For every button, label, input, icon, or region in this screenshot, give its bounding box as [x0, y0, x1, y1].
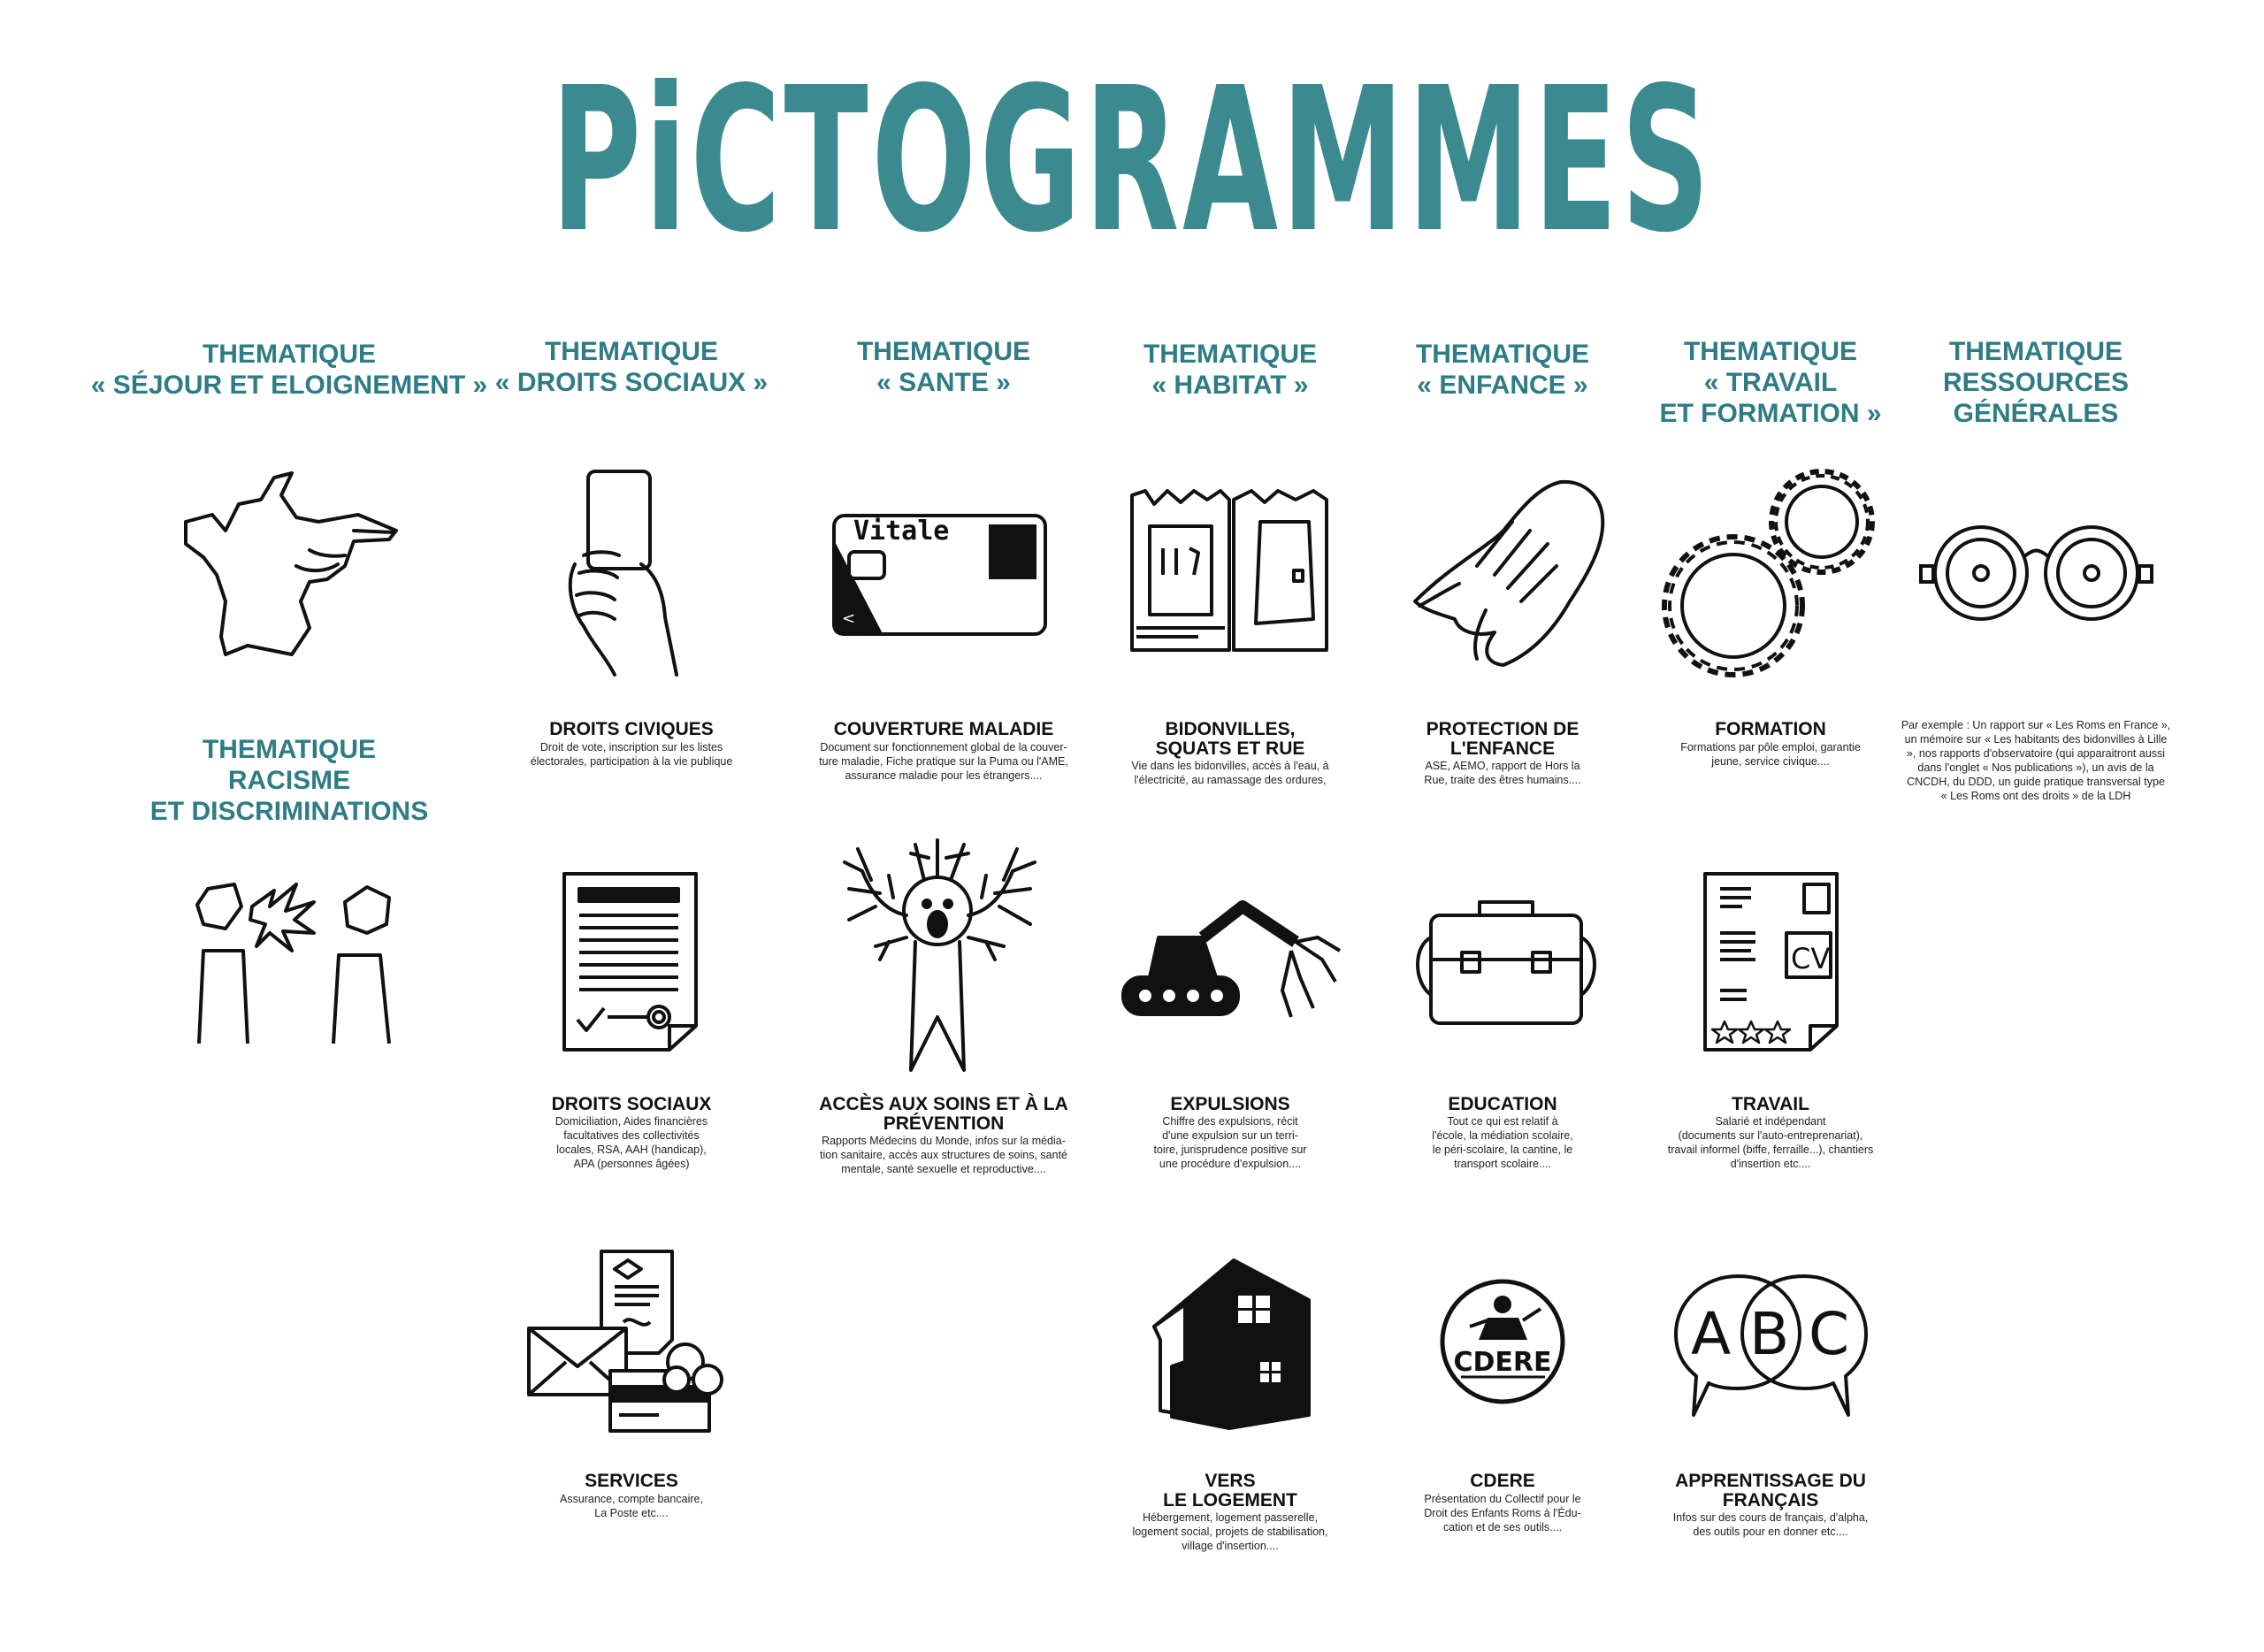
label-education: [1448, 1095, 1556, 1114]
desc-bidonvilles-line: l'électricité, au ramassage des ordures,: [1134, 774, 1327, 786]
theme-droits-sociaux[interactable]: [495, 336, 768, 398]
desc-cdere-line: Droit des Enfants Roms à l'Édu-: [1424, 1507, 1581, 1519]
desc-expulsions: [1154, 1114, 1307, 1171]
label-protection-line: L'ENFANCE: [1449, 738, 1556, 759]
vitale-card-icon[interactable]: [831, 513, 1048, 637]
label-logement: [1163, 1472, 1297, 1511]
page-title: PiCTOGRAMMES: [550, 45, 1714, 277]
gears-icon[interactable]: [1663, 469, 1879, 681]
letter-a: A: [1691, 1300, 1732, 1368]
desc-formation-line: Formations par pôle emploi, garantie: [1680, 741, 1861, 753]
desc-ressources-line: dans l'onglet « Nos publications »), un avis de la: [1917, 761, 2154, 774]
theme-travail-line: « TRAVAIL: [1703, 368, 1838, 397]
services-icon[interactable]: [526, 1247, 725, 1433]
desc-expulsions-line: Chiffre des expulsions, récit: [1162, 1115, 1298, 1128]
label-cdere: [1470, 1472, 1535, 1491]
desc-francais-line: Infos sur des cours de français, d'alpha,: [1672, 1511, 1869, 1524]
theme-sejour[interactable]: [91, 339, 487, 401]
label-bidonvilles-line: SQUATS ET RUE: [1155, 738, 1305, 759]
desc-expulsions-line: d'une expulsion sur un terri-: [1162, 1129, 1298, 1142]
desc-acces-soins: [820, 1134, 1067, 1176]
desc-cdere-line: Présentation du Collectif pour le: [1424, 1493, 1581, 1505]
label-francais-line: APPRENTISSAGE DU: [1675, 1471, 1866, 1491]
desc-ressources-line: CNCDH, du DDD, un guide pratique transversal type: [1907, 776, 2165, 788]
desc-droits-sociaux-line: locales, RSA, AAH (handicap),: [556, 1143, 707, 1156]
theme-sante-line: THEMATIQUE: [856, 337, 1031, 366]
label-acces-soins-line: PRÉVENTION: [883, 1113, 1005, 1134]
label-formation-line: FORMATION: [1715, 719, 1826, 739]
label-formation: [1715, 720, 1826, 739]
desc-logement-line: Hébergement, logement passerelle,: [1142, 1511, 1319, 1524]
theme-travail-line: ET FORMATION »: [1659, 399, 1882, 428]
desc-bidonvilles: [1131, 759, 1328, 787]
theme-travail-line: THEMATIQUE: [1683, 337, 1858, 366]
label-acces-soins: [819, 1095, 1068, 1134]
house-icon[interactable]: [1150, 1256, 1313, 1428]
label-logement-line: VERS: [1205, 1471, 1256, 1491]
label-droits-civiques: [549, 720, 714, 739]
desc-couverture-line: Document sur fonctionnement global de la couver-: [820, 741, 1067, 753]
letter-b: B: [1749, 1300, 1790, 1368]
theme-habitat[interactable]: [1143, 339, 1317, 401]
desc-formation-line: jeune, service civique....: [1711, 755, 1830, 768]
desc-cdere: [1424, 1492, 1580, 1534]
desc-couverture-line: assurance maladie pour les étrangers....: [845, 769, 1043, 782]
label-francais: [1675, 1472, 1866, 1511]
label-services-line: SERVICES: [585, 1471, 678, 1491]
glasses-icon[interactable]: [1919, 522, 2153, 623]
cdere-logo-text: CDERE: [1453, 1347, 1552, 1378]
desc-droits-civiques: [531, 740, 733, 769]
theme-sante-line: « SANTE »: [876, 368, 1011, 397]
theme-enfance[interactable]: [1416, 339, 1589, 401]
theme-habitat-line: THEMATIQUE: [1143, 340, 1318, 369]
desc-acces-soins-line: tion sanitaire, accès aux structures de soins, santé: [819, 1149, 1068, 1161]
desc-droits-sociaux-line: APA (personnes âgées): [573, 1158, 690, 1170]
svg-text:<: <: [842, 609, 856, 628]
desc-logement: [1133, 1511, 1328, 1553]
label-logement-line: LE LOGEMENT: [1163, 1490, 1297, 1511]
desc-education-line: Tout ce qui est relatif à: [1447, 1115, 1558, 1128]
desc-education-line: le péri-scolaire, la cantine, le: [1432, 1143, 1573, 1156]
label-droits-civiques-line: DROITS CIVIQUES: [549, 719, 714, 739]
theme-ressources-line: THEMATIQUE: [1948, 337, 2123, 366]
theme-racisme-line: ET DISCRIMINATIONS: [149, 797, 429, 826]
label-bidonvilles-line: BIDONVILLES,: [1165, 719, 1296, 739]
desc-acces-soins-line: mentale, santé sexuelle et reproductive....: [841, 1163, 1046, 1175]
desc-droits-sociaux: [555, 1114, 708, 1171]
desc-protection: [1424, 759, 1580, 787]
desc-services-line: La Poste etc....: [594, 1507, 669, 1519]
desc-travail-line: (documents sur l'auto-entreprenariat),: [1678, 1129, 1863, 1142]
desc-expulsions-line: toire, jurisprudence positive sur: [1153, 1143, 1307, 1156]
desc-droits-civiques-line: Droit de vote, inscription sur les listes: [539, 741, 723, 753]
label-couverture: [834, 720, 1054, 739]
desc-ressources-line: », nos rapports d'observatoire (qui apparaitront aussi: [1906, 747, 2166, 760]
desc-logement-line: logement social, projets de stabilisation,: [1132, 1526, 1328, 1538]
desc-protection-line: ASE, AEMO, rapport de Hors la: [1425, 760, 1580, 772]
desc-travail: [1668, 1114, 1874, 1171]
shouting-people-icon[interactable]: [181, 880, 398, 1044]
label-acces-soins-line: ACCÈS AUX SOINS ET À LA: [819, 1094, 1068, 1114]
theme-sejour-line: « SÉJOUR ET ELOIGNEMENT »: [90, 371, 488, 400]
desc-ressources-line: « Les Roms ont des droits » de la LDH: [1940, 790, 2131, 802]
theme-enfance-line: THEMATIQUE: [1415, 340, 1590, 369]
theme-droits-sociaux-line: « DROITS SOCIAUX »: [494, 368, 769, 397]
label-travail-line: TRAVAIL: [1732, 1094, 1809, 1114]
cv-text: CV: [1791, 942, 1831, 975]
label-droits-sociaux: [552, 1095, 712, 1114]
desc-protection-line: Rue, traite des êtres humains....: [1424, 774, 1581, 786]
theme-habitat-line: « HABITAT »: [1151, 371, 1309, 400]
shanty-icon[interactable]: [1128, 486, 1331, 659]
cv-document-icon[interactable]: [1702, 871, 1840, 1052]
hands-protection-icon[interactable]: [1406, 478, 1605, 668]
theme-sejour-line: THEMATIQUE: [202, 340, 377, 369]
desc-education-line: transport scolaire....: [1454, 1158, 1551, 1170]
abc-bubbles-icon[interactable]: [1671, 1272, 1870, 1418]
theme-droits-sociaux-line: THEMATIQUE: [544, 337, 719, 366]
desc-travail-line: d'insertion etc....: [1730, 1158, 1811, 1170]
desc-acces-soins-line: Rapports Médecins du Monde, infos sur la média-: [822, 1135, 1066, 1147]
desc-travail-line: travail informel (biffe, ferraille...), chantiers: [1667, 1143, 1874, 1156]
label-expulsions: [1170, 1095, 1289, 1114]
pointing-hand-map-icon[interactable]: [177, 469, 402, 659]
hand-card-icon[interactable]: [566, 467, 690, 679]
theme-ressources-line: GÉNÉRALES: [1953, 399, 2119, 428]
label-education-line: EDUCATION: [1448, 1094, 1557, 1114]
desc-droits-sociaux-line: facultatives des collectivités: [563, 1129, 700, 1142]
theme-racisme-line: THEMATIQUE: [202, 735, 377, 764]
label-services: [585, 1472, 678, 1491]
desc-services: [560, 1492, 703, 1520]
label-travail: [1732, 1095, 1809, 1114]
desc-droits-sociaux-line: Domiciliation, Aides financières: [555, 1115, 708, 1128]
theme-travail[interactable]: [1659, 336, 1881, 429]
letter-c: C: [1809, 1300, 1850, 1368]
desc-ressources: [1901, 718, 2170, 803]
theme-ressources-line: RESSOURCES: [1942, 368, 2130, 397]
legal-document-icon[interactable]: [562, 871, 699, 1052]
theme-racisme-line: RACISME: [227, 766, 351, 795]
theme-enfance-line: « ENFANCE »: [1417, 371, 1588, 400]
cdere-logo-icon[interactable]: [1439, 1278, 1567, 1406]
desc-couverture-line: ture maladie, Fiche pratique sur la Puma ou l'AME,: [819, 755, 1068, 768]
desc-ressources-line: un mémoire sur « Les habitants des bidonvilles à Lille: [1904, 733, 2168, 746]
desc-francais-line: des outils pour en donner etc....: [1693, 1526, 1848, 1538]
desc-ressources-line: Par exemple : Un rapport sur « Les Roms en France »,: [1901, 719, 2171, 731]
desc-francais: [1673, 1511, 1869, 1539]
theme-ressources[interactable]: [1943, 336, 2129, 429]
label-expulsions-line: EXPULSIONS: [1170, 1094, 1290, 1114]
briefcase-icon[interactable]: [1409, 898, 1603, 1026]
label-cdere-line: CDERE: [1470, 1471, 1535, 1491]
vitale-card-text: Vitale: [853, 516, 950, 547]
label-couverture-line: COUVERTURE MALADIE: [833, 719, 1054, 739]
desc-bidonvilles-line: Vie dans les bidonvilles, accès à l'eau, à: [1131, 760, 1329, 772]
desc-logement-line: village d'insertion....: [1182, 1540, 1279, 1552]
label-francais-line: FRANÇAIS: [1722, 1490, 1819, 1511]
label-protection: [1426, 720, 1579, 759]
tree-person-icon[interactable]: [840, 840, 1044, 1075]
desc-travail-line: Salarié et indépendant: [1715, 1115, 1826, 1128]
desc-education: [1432, 1114, 1572, 1171]
desc-droits-civiques-line: électorales, participation à la vie publique: [530, 755, 733, 768]
desc-expulsions-line: une procédure d'expulsion....: [1159, 1158, 1302, 1170]
theme-racisme[interactable]: [150, 734, 428, 827]
desc-services-line: Assurance, compte bancaire,: [560, 1493, 703, 1505]
theme-sante[interactable]: [857, 336, 1030, 398]
label-protection-line: PROTECTION DE: [1426, 719, 1579, 739]
label-bidonvilles: [1156, 720, 1305, 759]
desc-cdere-line: cation et de ses outils....: [1442, 1521, 1563, 1533]
label-droits-sociaux-line: DROITS SOCIAUX: [551, 1094, 712, 1114]
desc-couverture: [819, 740, 1068, 783]
desc-education-line: l'école, la médiation scolaire,: [1432, 1129, 1573, 1142]
excavator-icon[interactable]: [1119, 902, 1344, 1030]
desc-formation: [1680, 740, 1861, 769]
